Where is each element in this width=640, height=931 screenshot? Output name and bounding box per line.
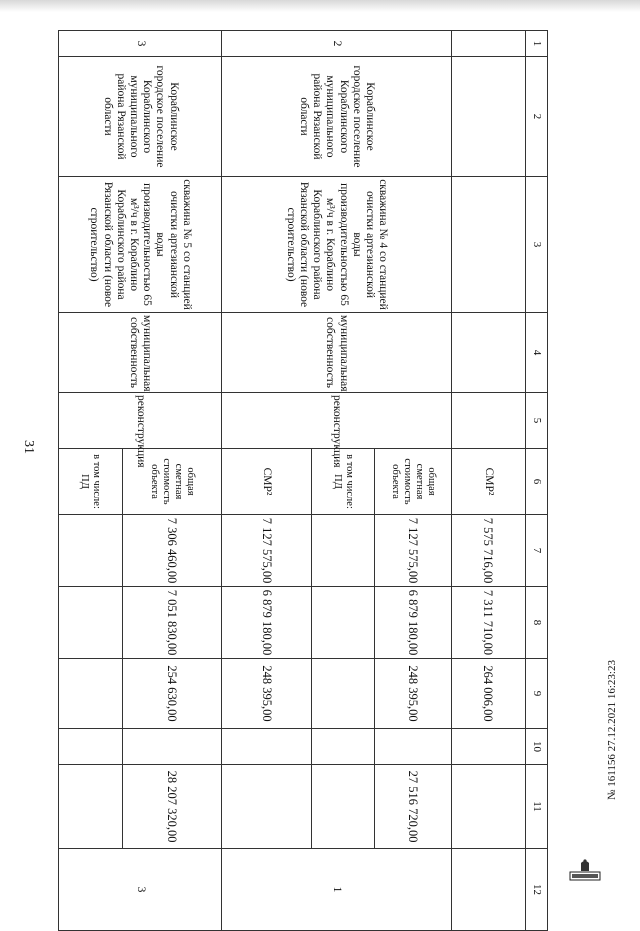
cell-work-type: реконструкция xyxy=(222,393,452,449)
col-num-5: 5 xyxy=(525,393,547,449)
cell-object xyxy=(451,177,525,313)
cell-ownership: муниципальная собственность xyxy=(222,313,452,393)
col-num-9: 9 xyxy=(525,659,547,729)
coat-of-arms-icon xyxy=(568,858,602,882)
cell-object: скважина № 5 со станцией очистки артезианской воды производительностью 65 м³/ч в г. Кораблино Кораблинского района Рязанской области (новое строительство) xyxy=(59,177,222,313)
cell-cost-type: в том числе: ПД xyxy=(312,449,376,515)
cell-value-9: 248 395,00 xyxy=(375,659,451,729)
cell-value-7: 7 575 716,00 xyxy=(451,515,525,587)
cell-cost-type: в том числе: ПД xyxy=(59,449,123,515)
financing-table xyxy=(58,30,548,931)
cell-value-7 xyxy=(312,515,376,587)
cell-cost-type: общая сметная стоимость объекта xyxy=(122,449,221,515)
cell-cost-type: общая сметная стоимость объекта xyxy=(375,449,451,515)
cell-value-7: 7 127 575,00 xyxy=(222,515,312,587)
col-num-10: 10 xyxy=(525,729,547,765)
cell-value-8: 7 051 830,00 xyxy=(122,587,221,659)
cell-value-10 xyxy=(59,729,123,765)
col-num-11: 11 xyxy=(525,765,547,849)
cell-municipality xyxy=(451,57,525,177)
cell-value-10 xyxy=(375,729,451,765)
rotated-page xyxy=(58,30,548,895)
cell-value-9: 248 395,00 xyxy=(222,659,312,729)
col-num-12: 12 xyxy=(525,849,547,931)
col-num-2: 2 xyxy=(525,57,547,177)
cell-value-11 xyxy=(312,765,376,849)
cell-value-10 xyxy=(451,729,525,765)
cell-value-7: 7 306 460,00 xyxy=(122,515,221,587)
column-number-row xyxy=(525,31,547,931)
cell-note: 3 xyxy=(59,849,222,931)
cell-note: 1 xyxy=(222,849,452,931)
cell-index: 3 xyxy=(59,31,222,57)
cell-note xyxy=(451,849,525,931)
cell-value-10 xyxy=(312,729,376,765)
cell-value-10 xyxy=(122,729,221,765)
table-row xyxy=(375,31,451,931)
table-row xyxy=(122,31,221,931)
cell-value-9 xyxy=(312,659,376,729)
scan-edge xyxy=(0,0,640,12)
page-number: 31 xyxy=(21,440,36,454)
col-num-1: 1 xyxy=(525,31,547,57)
cell-work-type: реконструкция xyxy=(59,393,222,449)
table-viewport xyxy=(58,30,548,895)
cell-index: 2 xyxy=(222,31,452,57)
cell-cost-type: СМР² xyxy=(222,449,312,515)
cell-value-8: 6 879 180,00 xyxy=(375,587,451,659)
cell-ownership xyxy=(451,313,525,393)
cell-ownership: муниципальная собственность xyxy=(59,313,222,393)
cell-value-11 xyxy=(222,765,312,849)
cell-work-type xyxy=(451,393,525,449)
col-num-3: 3 xyxy=(525,177,547,313)
cell-object: скважина № 4 со станцией очистки артезианской воды производительностью 65 м³/ч в г. Кораблино Кораблинского района Рязанской области (новое строительство) xyxy=(222,177,452,313)
cell-value-8 xyxy=(312,587,376,659)
cell-value-11: 27 516 720,00 xyxy=(375,765,451,849)
col-num-6: 6 xyxy=(525,449,547,515)
table-row xyxy=(451,31,525,931)
cell-value-8: 6 879 180,00 xyxy=(222,587,312,659)
cell-value-11 xyxy=(451,765,525,849)
cell-value-10 xyxy=(222,729,312,765)
cell-value-7: 7 127 575,00 xyxy=(375,515,451,587)
cell-municipality: Кораблинское городское поселение Кораблинского муниципального района Рязанской области xyxy=(59,57,222,177)
cell-value-8 xyxy=(59,587,123,659)
cell-value-11 xyxy=(59,765,123,849)
cell-value-9 xyxy=(59,659,123,729)
cell-value-9: 254 630,00 xyxy=(122,659,221,729)
cell-value-8: 7 311 710,00 xyxy=(451,587,525,659)
registration-stamp: № 161156 27.12.2021 16:23:23 xyxy=(606,660,618,800)
cell-municipality: Кораблинское городское поселение Кораблинского муниципального района Рязанской области xyxy=(222,57,452,177)
cell-cost-type: СМР² xyxy=(451,449,525,515)
col-num-8: 8 xyxy=(525,587,547,659)
cell-value-7 xyxy=(59,515,123,587)
col-num-4: 4 xyxy=(525,313,547,393)
cell-value-11: 28 207 320,00 xyxy=(122,765,221,849)
cell-value-9: 264 006,00 xyxy=(451,659,525,729)
col-num-7: 7 xyxy=(525,515,547,587)
cell-index xyxy=(451,31,525,57)
